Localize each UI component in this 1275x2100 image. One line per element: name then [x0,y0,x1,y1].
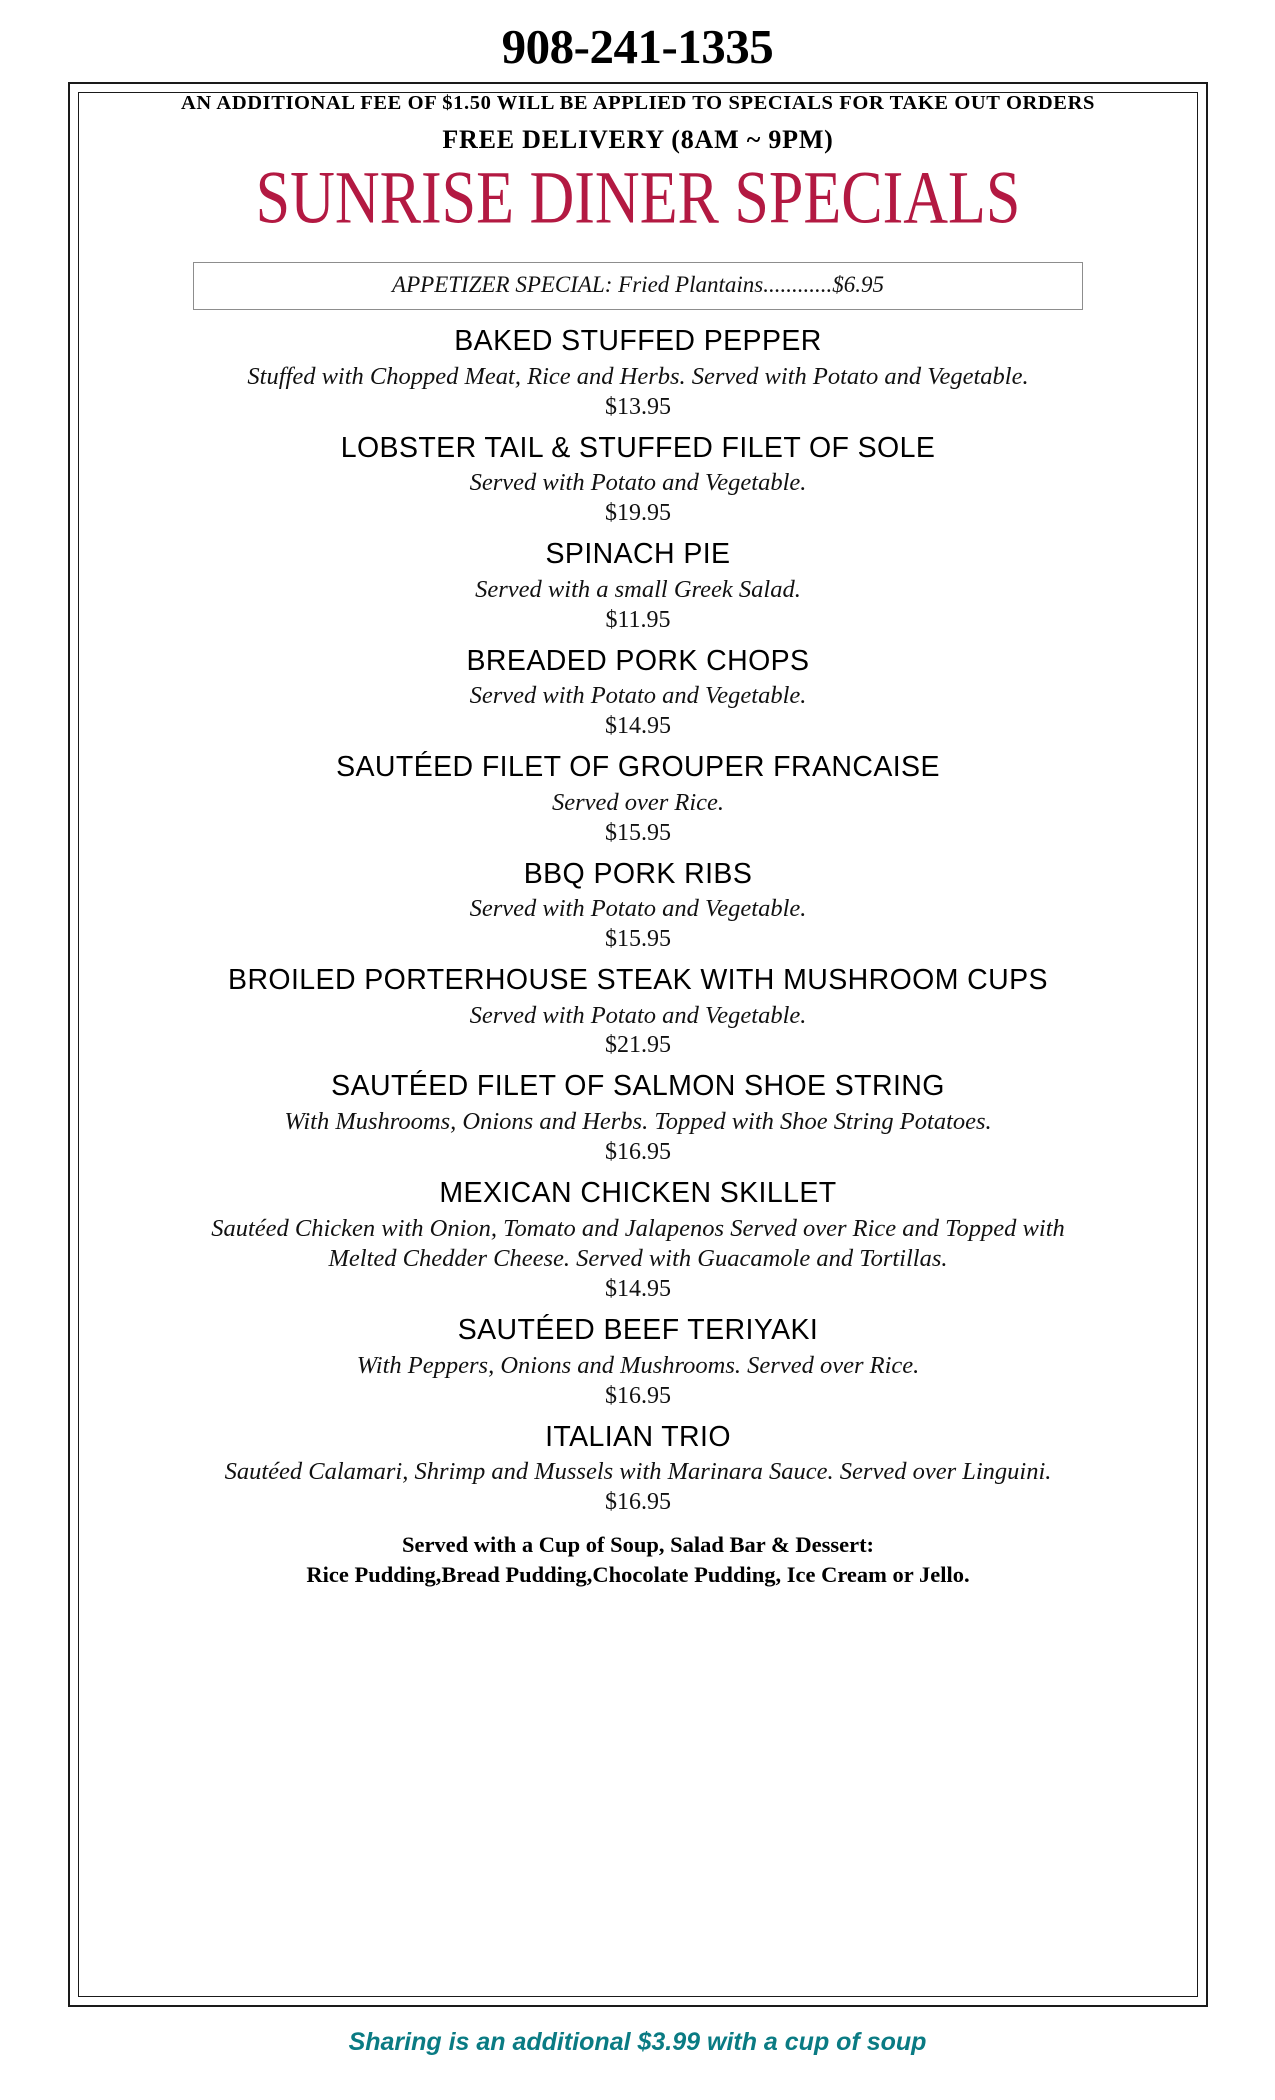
menu-item [86,750,1190,846]
corner-ornament-bottom-right [1171,1970,1198,1997]
menu-item-name: SAUTÉED FILET OF GROUPER FRANCAISE [336,751,940,784]
menu-item-price: $14.95 [605,1276,671,1303]
appetizer-special-text: APPETIZER SPECIAL: Fried Plantains............$6.95 [392,272,884,298]
menu-item-name: SPINACH PIE [545,538,731,571]
menu-item-name: BROILED PORTERHOUSE STEAK WITH MUSHROOM CUPS [228,964,1048,996]
phone-number: 908-241-1335 [501,19,774,74]
menu-item-name: SAUTÉED BEEF TERIYAKI [457,1314,819,1347]
menu-item-name: BAKED STUFFED PEPPER [454,325,822,358]
free-delivery-note: FREE DELIVERY (8AM ~ 9PM) [442,125,834,154]
menu-item-name: MEXICAN CHICKEN SKILLET [439,1176,837,1209]
included-line-2: Rice Pudding,Bread Pudding,Chocolate Pudding, Ice Cream or Jello. [306,1561,970,1587]
sharing-fee-note: Sharing is an additional $3.99 with a cup of soup [348,2028,927,2056]
menu-item-price: $21.95 [605,1032,671,1059]
included-line-1: Served with a Cup of Soup, Salad Bar & Dessert: [401,1532,875,1558]
page-title: SUNRISE DINER SPECIALS [255,156,1021,240]
menu-item-price: $16.95 [605,1138,671,1165]
menu-item-description: With Peppers, Onions and Mushrooms. Served over Rice. [356,1351,920,1379]
menu-item [86,644,1190,740]
menu-item-name: ITALIAN TRIO [545,1420,731,1453]
title-spacer [86,238,1190,256]
menu-item-name: SAUTÉED FILET OF SALMON SHOE STRING [331,1070,945,1103]
menu-item-description: Served with a small Greek Salad. [475,575,801,603]
menu-item-description: Sautéed Chicken with Onion, Tomato and Jalapenos Served over Rice and Topped with Melted Chedder Cheese. Served with Guacamole and Tortillas. [211,1214,1065,1273]
menu-item [86,963,1190,1059]
specials-list [86,324,1190,1516]
menu-item-name: BBQ PORK RIBS [523,857,753,890]
menu-item [86,857,1190,953]
menu-item [86,1313,1190,1409]
menu-item-description: Served with Potato and Vegetable. [469,895,807,923]
menu-item-description: Served over Rice. [551,788,725,816]
menu-content [86,92,1190,1589]
takeout-fee-note: AN ADDITIONAL FEE OF $1.50 WILL BE APPLIED TO SPECIALS FOR TAKE OUT ORDERS [181,92,1095,114]
menu-item [86,324,1190,420]
menu-item [86,1176,1190,1303]
menu-item-price: $11.95 [605,606,671,633]
included-with-meal-note [86,1530,1190,1589]
menu-item [86,1069,1190,1165]
menu-item [86,537,1190,633]
menu-item-price: $13.95 [605,393,671,420]
menu-item-price: $19.95 [605,500,671,527]
menu-item [86,1420,1190,1516]
menu-item-name: BREADED PORK CHOPS [466,644,810,677]
menu-item-price: $16.95 [605,1382,671,1409]
menu-item-description: Sautéed Calamari, Shrimp and Mussels with Marinara Sauce. Served over Linguini. [224,1458,1052,1486]
menu-item-description: With Mushrooms, Onions and Herbs. Topped with Shoe String Potatoes. [284,1108,992,1136]
menu-item-description: Served with Potato and Vegetable. [469,469,807,497]
menu-item-name: LOBSTER TAIL & STUFFED FILET OF SOLE [340,431,936,464]
menu-item-description: Served with Potato and Vegetable. [469,1001,807,1029]
menu-item-description: Served with Potato and Vegetable. [469,682,807,710]
corner-ornament-bottom-left [78,1970,105,1997]
menu-item-price: $16.95 [605,1489,671,1516]
menu-item-price: $14.95 [605,713,671,740]
appetizer-special-box [193,262,1083,310]
menu-item-description: Stuffed with Chopped Meat, Rice and Herbs. Served with Potato and Vegetable. [247,362,1029,390]
menu-item-price: $15.95 [605,926,671,952]
menu-item-price: $15.95 [605,819,671,846]
menu-item [86,431,1190,527]
